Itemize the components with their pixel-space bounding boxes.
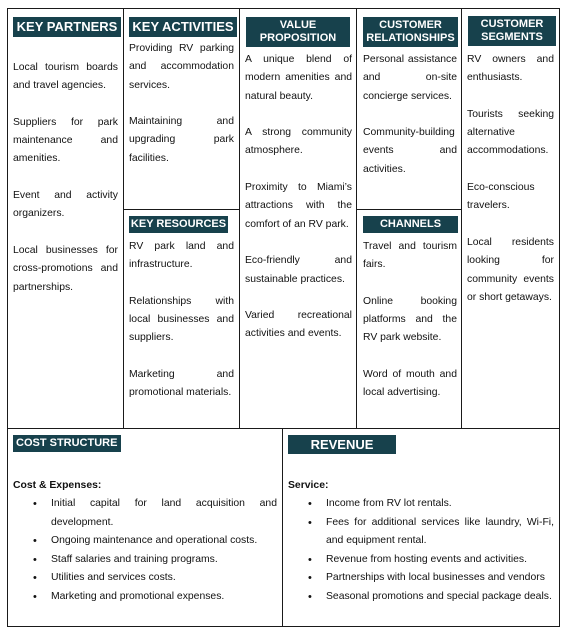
customer-relationships-item: Personal assistance and on-site concierge services. xyxy=(363,54,457,102)
value-proposition-heading xyxy=(246,17,350,47)
key-resources-heading: KEY RESOURCES xyxy=(129,216,228,233)
revenue-item: • Seasonal promotions and special package deals. xyxy=(288,588,554,607)
key-partners-list xyxy=(13,59,118,297)
customer-relationships-item: Community-building events and activities. xyxy=(363,127,457,175)
value-proposition-list xyxy=(245,51,352,344)
revenue-subheading: Service: xyxy=(288,480,329,491)
key-activities-list xyxy=(129,40,234,168)
channels-item: Word of mouth and local advertising. xyxy=(363,369,457,399)
customer-relationships-heading-line1: CUSTOMER xyxy=(379,19,442,31)
value-proposition-item: A unique blend of modern amenities and natural beauty. xyxy=(245,54,352,102)
customer-relationships-heading-line2: RELATIONSHIPS xyxy=(366,32,455,44)
cost-structure-list xyxy=(13,495,277,607)
value-proposition-item: A strong community atmosphere. xyxy=(245,127,352,157)
value-proposition-heading-line1: VALUE xyxy=(279,19,317,31)
revenue-item: • Partnerships with local businesses and vendors xyxy=(288,569,554,588)
key-resources-item: Marketing and promotional materials. xyxy=(129,369,234,399)
customer-segments-item: Local residents looking for community events or short getaways. xyxy=(467,236,554,303)
value-proposition-item: Varied recreational activities and events. xyxy=(245,310,352,340)
key-activities-item: Maintaining and upgrading park facilities. xyxy=(129,116,234,164)
channels-item: Online booking platforms and the RV park website. xyxy=(363,295,457,344)
value-proposition-item: Proximity to Miami’s attractions with the comfort of an RV park. xyxy=(245,182,352,230)
customer-segments-heading-line2: SEGMENTS xyxy=(481,31,543,43)
value-proposition-item: Eco-friendly and sustainable practices. xyxy=(245,255,352,285)
revenue-list xyxy=(288,495,554,607)
cost-structure-subheading: Cost & Expenses: xyxy=(13,480,102,491)
key-resources-item: Relationships with local businesses and suppliers. xyxy=(129,295,234,344)
key-activities-heading: KEY ACTIVITIES xyxy=(129,17,237,37)
key-resources-list xyxy=(129,238,234,403)
cost-structure-item: • Initial capital for land acquisition and development. xyxy=(13,495,277,532)
channels-list xyxy=(363,238,457,403)
cost-structure-item: • Marketing and promotional expenses. xyxy=(13,588,277,607)
channels-heading: CHANNELS xyxy=(363,216,458,233)
customer-segments-item: Eco-conscious travelers. xyxy=(467,182,535,212)
key-partners-item: Event and activity organizers. xyxy=(13,190,118,220)
value-proposition-heading-line2: PROPOSITION xyxy=(259,32,337,44)
key-partners-heading: KEY PARTNERS xyxy=(13,17,121,37)
revenue-item: • Income from RV lot rentals. xyxy=(288,495,554,514)
customer-segments-heading-line1: CUSTOMER xyxy=(480,18,544,30)
customer-relationships-list xyxy=(363,51,457,179)
channels-item: Travel and tourism fairs. xyxy=(363,241,457,271)
customer-segments-list xyxy=(467,51,554,307)
key-partners-item: Suppliers for park maintenance and amenities. xyxy=(13,116,118,165)
customer-segments-item: RV owners and enthusiasts. xyxy=(467,54,554,84)
key-partners-item: Local businesses for cross-promotions and partnerships. xyxy=(13,244,118,293)
revenue-heading: REVENUE xyxy=(288,435,396,454)
customer-segments-heading xyxy=(468,16,556,46)
customer-segments-item: Tourists seeking alternative accommodations. xyxy=(467,108,554,157)
customer-relationships-heading xyxy=(363,17,458,47)
cost-structure-item: • Utilities and services costs. xyxy=(13,569,277,588)
cost-structure-item: • Staff salaries and training programs. xyxy=(13,551,277,570)
cost-structure-heading: COST STRUCTURE xyxy=(13,435,121,452)
key-resources-item: RV park land and infrastructure. xyxy=(129,241,234,271)
key-partners-item: Local tourism boards and travel agencies. xyxy=(13,62,118,92)
revenue-item: • Fees for additional services like laundry, Wi-Fi, and equipment rental. xyxy=(288,514,554,551)
revenue-item: • Revenue from hosting events and activities. xyxy=(288,551,554,570)
cost-structure-item: • Ongoing maintenance and operational costs. xyxy=(13,532,277,551)
key-activities-item: Providing RV parking and accommodation services. xyxy=(129,43,234,91)
